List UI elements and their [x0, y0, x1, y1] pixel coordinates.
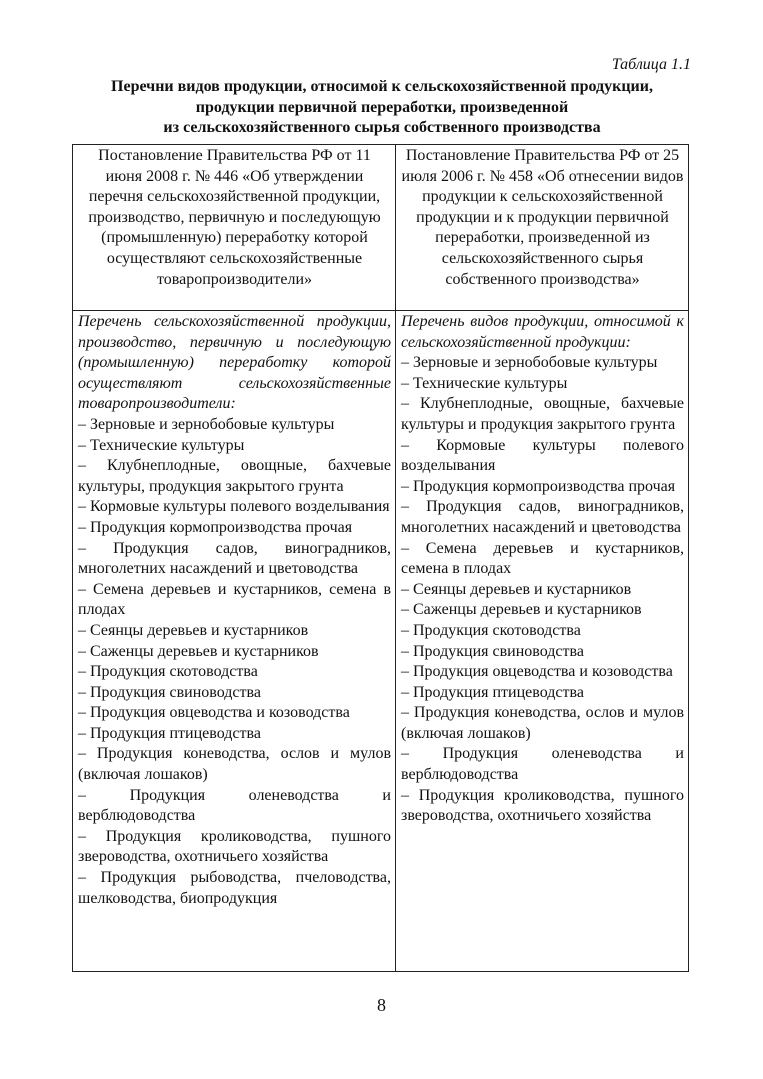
- list-item: – Продукция кормопроизводства прочая: [78, 518, 353, 536]
- list-decree-446: [73, 311, 396, 972]
- list-item: – Кормовые культуры полевого возделывания: [78, 498, 390, 516]
- list-item: – Продукция коневодства, ослов и мулов (включая лошаков): [401, 704, 684, 742]
- list-item: – Продукция коневодства, ослов и мулов (включая лошаков): [78, 745, 391, 784]
- list-item: – Технические культуры: [401, 374, 568, 392]
- list-item: – Саженцы деревьев и кустарников: [78, 642, 319, 660]
- list-item: – Саженцы деревьев и кустарников: [401, 601, 642, 619]
- document-title: [70, 77, 694, 139]
- list-intro: Перечень видов продукции, относимой к сельскохозяйственной продукции:: [401, 313, 684, 351]
- table-header-row: [73, 145, 689, 311]
- list-item: – Продукция птицеводства: [401, 683, 584, 701]
- list-item: – Продукция кролиководства, пушного звероводства, охотничьего хозяйства: [401, 786, 684, 825]
- column-header-decree-458: [396, 145, 689, 311]
- list-item: – Продукция оленеводства и верблюдоводства: [401, 745, 684, 784]
- list-item: – Продукция оленеводства и верблюдоводства: [78, 786, 391, 825]
- list-item: – Продукция скотоводства: [78, 663, 258, 681]
- list-item: – Продукция рыбоводства, пчеловодства, шелководства, биопродукция: [78, 869, 391, 907]
- list-item: – Клубнеплодные, овощные, бахчевые культуры и продукция закрытого грунта: [401, 395, 684, 433]
- list-item: – Продукция свиноводства: [78, 683, 261, 701]
- list-item: – Продукция овцеводства и козоводства: [401, 663, 673, 681]
- list-item: – Продукция птицеводства: [78, 724, 261, 742]
- title-line: из сельскохозяйственного сырья собственного производства: [163, 119, 601, 136]
- list-intro: Перечень сельскохозяйственной продукции, производство, первичную и последующую (промышленную) переработку которой осуществляют сельскохозяйственные товаропроизводители:: [78, 313, 391, 413]
- column-header-decree-446: [73, 145, 396, 311]
- list-item: – Кормовые культуры полевого возделывания: [401, 436, 684, 475]
- list-item: – Продукция садов, виноградников, многолетних насаждений и цветоводства: [401, 498, 684, 536]
- list-item: – Клубнеплодные, овощные, бахчевые культуры, продукция закрытого грунта: [78, 457, 391, 495]
- list-item: – Сеянцы деревьев и кустарников: [401, 580, 632, 598]
- list-item: – Семена деревьев и кустарников, семена в плодах: [78, 580, 391, 619]
- list-item: – Продукция скотоводства: [401, 621, 581, 639]
- column-header-text: Постановление Правительства РФ от 25 июля 2006 г. № 458 «Об отнесении видов продукции к сельскохозяйственной продукции и к продукции первичной переработки, произведенной из сельскохозяйственного сырья собственного производства»: [401, 147, 684, 288]
- list-item: – Продукция кормопроизводства прочая: [401, 477, 676, 495]
- column-header-text: Постановление Правительства РФ от 11 июня 2008 г. № 446 «Об утверждении перечня сельскохозяйственной продукции, производство, первичную и последующую (промышленную) переработку которой осуществляют сельскохозяйственные товаропроизводители»: [88, 147, 381, 288]
- list-item: – Технические культуры: [78, 436, 245, 454]
- title-line: продукции первичной переработки, произведенной: [195, 98, 569, 116]
- list-item: – Продукция овцеводства и козоводства: [78, 704, 350, 722]
- page-number: 8: [377, 995, 386, 1015]
- list-item: – Зерновые и зернобобовые культуры: [401, 354, 658, 372]
- list-item: – Продукция садов, виноградников, многолетних насаждений и цветоводства: [78, 539, 391, 578]
- title-line: Перечни видов продукции, относимой к сельскохозяйственной продукции,: [111, 78, 653, 95]
- product-lists-table: [72, 144, 689, 972]
- list-item: – Сеянцы деревьев и кустарников: [78, 621, 309, 639]
- table-body-row: [73, 311, 689, 972]
- list-item: – Семена деревьев и кустарников, семена в плодах: [401, 539, 684, 578]
- table-label: Таблица 1.1: [611, 56, 691, 73]
- list-item: – Зерновые и зернобобовые культуры: [78, 415, 335, 433]
- list-item: – Продукция свиноводства: [401, 642, 584, 660]
- list-decree-458: [396, 311, 689, 972]
- list-item: – Продукция кролиководства, пушного звероводства, охотничьего хозяйства: [78, 827, 391, 866]
